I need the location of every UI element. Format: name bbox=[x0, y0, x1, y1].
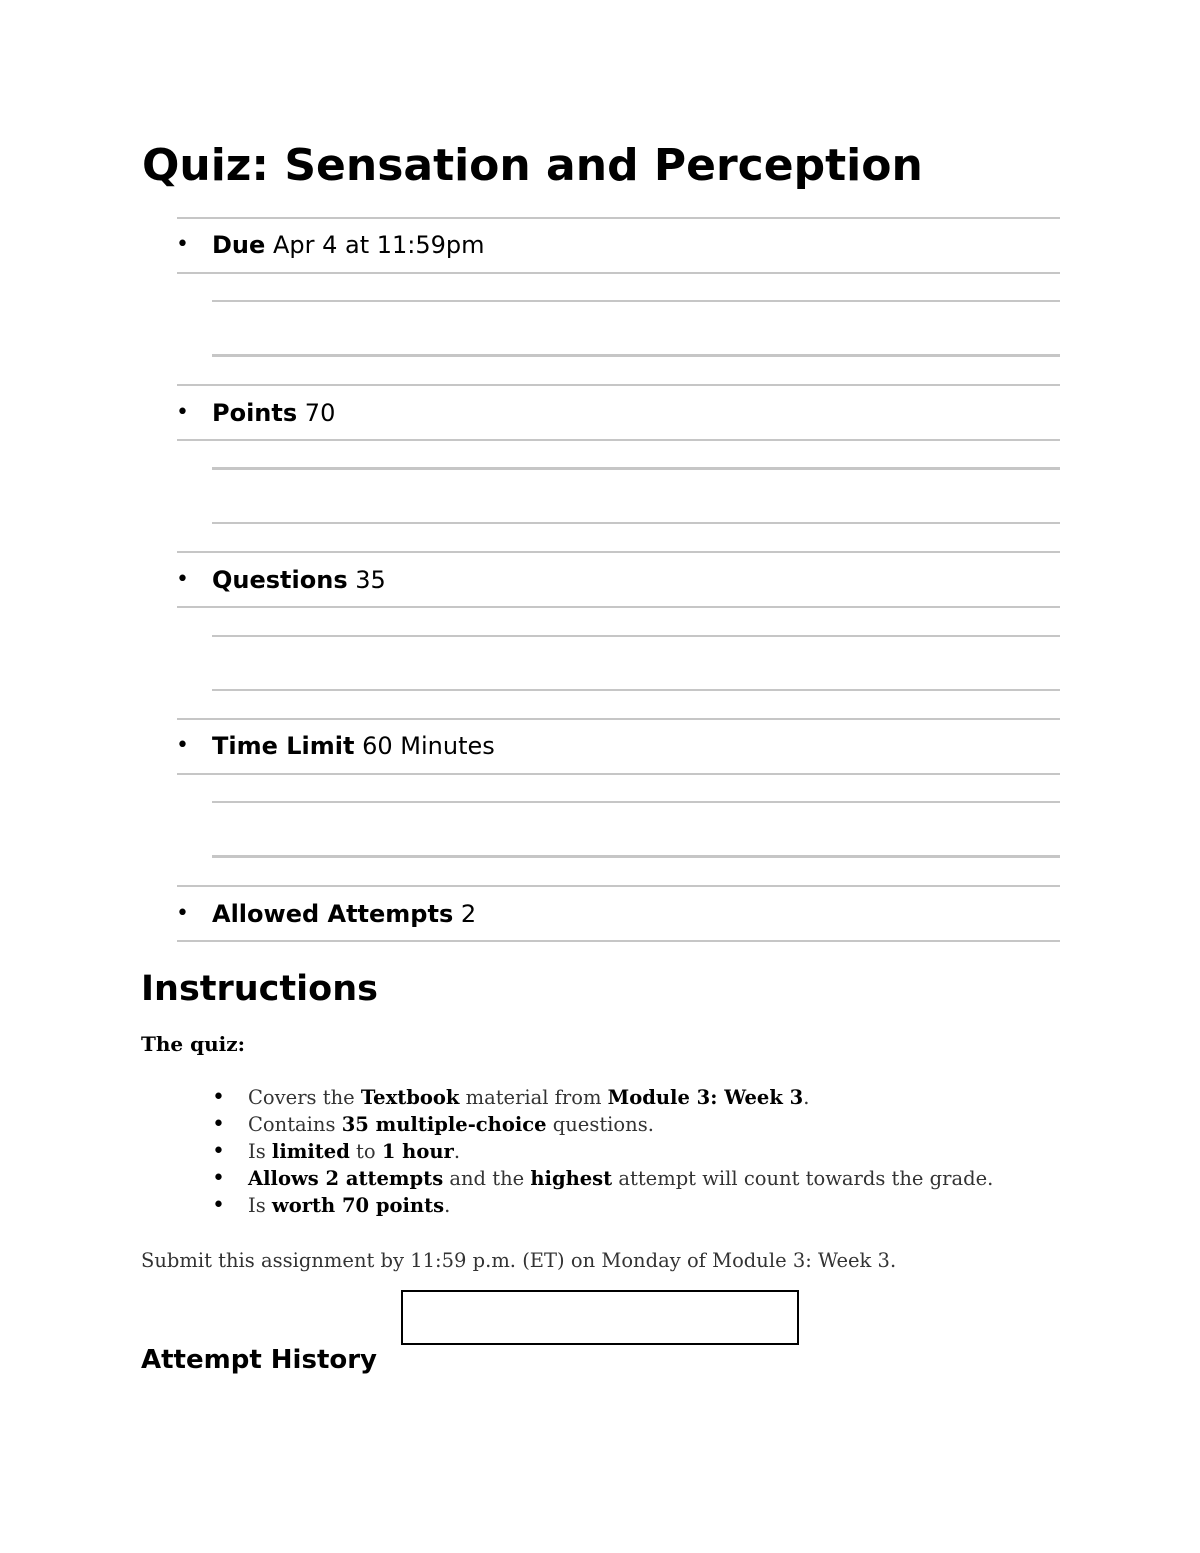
instruction-emphasis: worth 70 points bbox=[271, 1194, 445, 1217]
instruction-emphasis: highest bbox=[530, 1167, 613, 1190]
instruction-text: Contains bbox=[248, 1113, 342, 1136]
instruction-text: material from bbox=[459, 1086, 608, 1109]
instruction-text: and the bbox=[443, 1167, 531, 1190]
bullet-icon: • bbox=[176, 733, 189, 758]
instruction-text: . bbox=[803, 1086, 810, 1109]
instruction-text: questions. bbox=[546, 1113, 654, 1136]
detail-label: Due bbox=[212, 231, 266, 259]
submit-note: Submit this assignment by 11:59 p.m. (ET) on Monday of Module 3: Week 3. bbox=[141, 1249, 897, 1272]
divider bbox=[177, 439, 1060, 441]
instruction-emphasis: Module 3: Week 3 bbox=[607, 1086, 804, 1109]
detail-label: Allowed Attempts bbox=[212, 900, 454, 928]
detail-value: 70 bbox=[304, 399, 336, 427]
instruction-emphasis: limited bbox=[271, 1140, 350, 1163]
detail-label: Points bbox=[212, 399, 298, 427]
empty-box bbox=[401, 1290, 799, 1345]
instruction-item bbox=[141, 1165, 993, 1192]
instruction-emphasis: 1 hour bbox=[381, 1140, 454, 1163]
divider bbox=[212, 300, 1060, 302]
detail-value: 35 bbox=[355, 566, 386, 594]
instruction-item bbox=[141, 1138, 993, 1165]
detail-time-limit bbox=[176, 731, 495, 761]
page-title: Quiz: Sensation and Perception bbox=[142, 140, 923, 191]
instructions-lead: The quiz: bbox=[141, 1032, 245, 1056]
divider bbox=[177, 384, 1060, 386]
divider bbox=[212, 801, 1060, 803]
detail-questions bbox=[176, 565, 386, 595]
bullet-icon: • bbox=[176, 232, 189, 257]
divider bbox=[177, 272, 1060, 274]
divider bbox=[212, 689, 1060, 691]
instruction-text: . bbox=[444, 1194, 451, 1217]
instruction-text: Covers the bbox=[248, 1086, 361, 1109]
instructions-heading: Instructions bbox=[141, 969, 378, 1009]
divider bbox=[177, 885, 1060, 887]
divider bbox=[177, 606, 1060, 608]
detail-points bbox=[176, 398, 335, 428]
divider bbox=[177, 718, 1060, 720]
instruction-item bbox=[141, 1084, 993, 1111]
divider bbox=[212, 855, 1060, 858]
detail-label: Questions bbox=[212, 566, 348, 594]
divider bbox=[212, 635, 1060, 637]
detail-label: Time Limit bbox=[212, 732, 355, 760]
instruction-text: Is bbox=[248, 1194, 272, 1217]
instruction-text: attempt will count towards the grade. bbox=[612, 1167, 994, 1190]
divider bbox=[177, 217, 1060, 219]
divider bbox=[212, 354, 1060, 357]
detail-allowed-attempts bbox=[176, 899, 476, 929]
instruction-emphasis: Allows 2 attempts bbox=[248, 1167, 444, 1190]
instruction-item bbox=[141, 1111, 993, 1138]
attempt-history-heading: Attempt History bbox=[141, 1345, 378, 1375]
divider bbox=[212, 467, 1060, 470]
divider bbox=[177, 773, 1060, 775]
bullet-icon: • bbox=[176, 567, 189, 592]
instruction-text: Is bbox=[248, 1140, 272, 1163]
instruction-text: . bbox=[453, 1140, 461, 1163]
detail-value: 60 Minutes bbox=[362, 732, 495, 760]
instruction-item bbox=[141, 1192, 993, 1219]
detail-due bbox=[176, 230, 485, 260]
divider bbox=[177, 940, 1060, 942]
divider bbox=[212, 522, 1060, 524]
instruction-emphasis: Textbook bbox=[360, 1086, 460, 1109]
detail-value: Apr 4 at 11:59pm bbox=[272, 231, 485, 259]
divider bbox=[177, 551, 1060, 553]
instructions-list bbox=[141, 1084, 993, 1219]
instruction-text: to bbox=[349, 1140, 382, 1163]
detail-value: 2 bbox=[460, 900, 477, 928]
bullet-icon: • bbox=[176, 400, 189, 425]
instruction-emphasis: 35 multiple-choice bbox=[341, 1113, 547, 1136]
bullet-icon: • bbox=[176, 901, 189, 926]
